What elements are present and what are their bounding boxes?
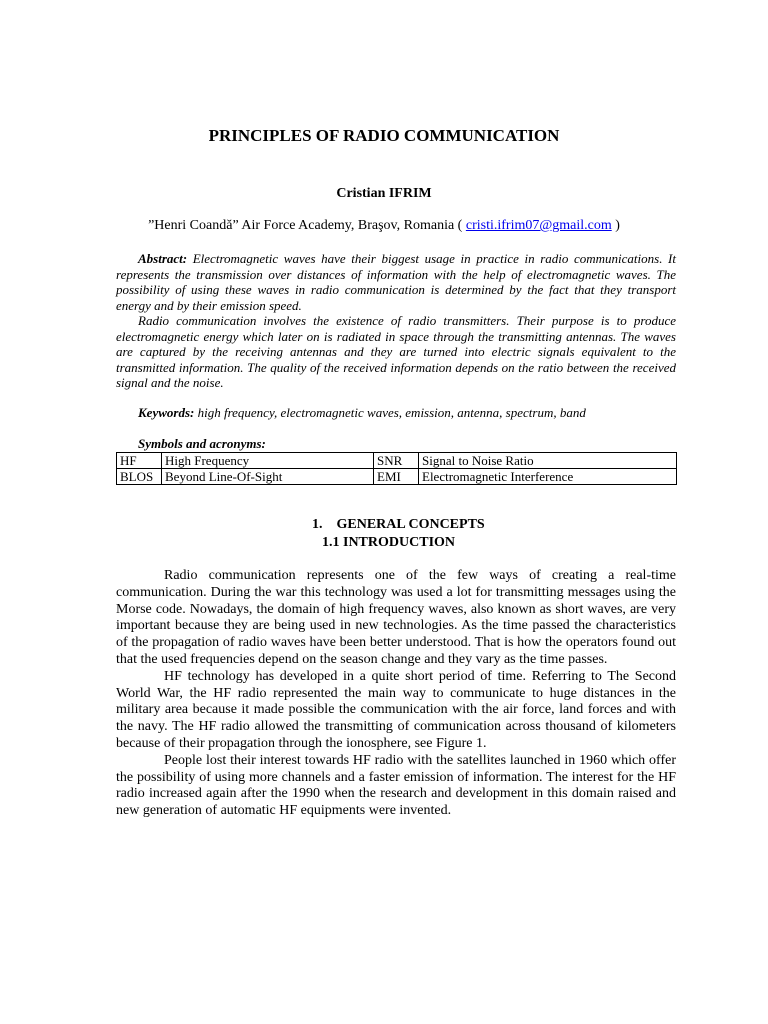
table-row — [117, 469, 677, 485]
affiliation-close: ) — [611, 218, 620, 233]
acronym-cell: BLOS — [117, 469, 162, 485]
affiliation-text: ”Henri Coandă” Air Force Academy, Braşov, Romania ( — [148, 218, 466, 233]
symbols-title: Symbols and acronyms: — [138, 436, 266, 451]
affiliation — [0, 218, 768, 234]
acronym-cell: EMI — [374, 469, 419, 485]
acronym-cell: SNR — [374, 453, 419, 469]
subsection-heading: 1.1 INTRODUCTION — [322, 535, 456, 550]
section-heading: 1. GENERAL CONCEPTS — [312, 517, 485, 532]
definition-cell: High Frequency — [162, 453, 374, 469]
definition-cell: Beyond Line-Of-Sight — [162, 469, 374, 485]
keywords — [116, 405, 676, 421]
body-paragraph-3: People lost their interest towards HF radio with the satellites launched in 1960 which offer the possibility of using more channels and a faster emission of information. The interest for the HF radio increased again after the 1990 when the research and development in this domain raised and new generation of automatic HF equipments were invented. — [116, 752, 676, 819]
definition-cell: Electromagnetic Interference — [419, 469, 677, 485]
paper-title: PRINCIPLES OF RADIO COMMUNICATION — [208, 126, 560, 145]
table-row — [117, 453, 677, 469]
abstract-label: Abstract: — [138, 251, 188, 266]
symbols-table — [116, 452, 677, 485]
author-email-link[interactable]: cristi.ifrim07@gmail.com — [465, 218, 612, 233]
acronym-cell: HF — [117, 453, 162, 469]
body-paragraph-2: HF technology has developed in a quite short period of time. Referring to The Second World War, the HF radio represented the main way to communicate to huge distances in the military area because it made possible the communication with the air force, land forces and with the navy. The HF radio allowed the transmitting of communication across thousand of kilometers because of their propagation through the ionosphere, see Figure 1. — [116, 668, 676, 751]
abstract — [116, 251, 676, 391]
author-name: Cristian IFRIM — [336, 186, 432, 201]
definition-cell: Signal to Noise Ratio — [419, 453, 677, 469]
keywords-text: high frequency, electromagnetic waves, emission, antenna, spectrum, band — [194, 405, 586, 420]
abstract-paragraph-2: Radio communication involves the existence of radio transmitters. Their purpose is to produce electromagnetic energy which later on is radiated in space through the transmitting antennas. The waves are captured by the receiving antennas and they are turned into electric signals equivalent to the transmitted information. The quality of the received information depends on the ratio between the received signal and the noise. — [116, 313, 676, 390]
abstract-text-1: Electromagnetic waves have their biggest usage in practice in radio communications. It represents the transmission over distances of information with the help of electromagnetic waves. The possibility of using these waves in radio communication is determined by the fact that they transport energy and by their emission speed. — [116, 251, 676, 313]
abstract-paragraph-1 — [116, 251, 676, 313]
keywords-label: Keywords: — [138, 405, 195, 420]
body-paragraph-1: Radio communication represents one of the few ways of creating a real-time communication. During the war this technology was used a lot for transmitting messages using the Morse code. Nowadays, the domain of high frequency waves, also known as short waves, are very important because they are being used in new technologies. As the time passed the characteristics of the propagation of radio waves have been better understood. That is how the operators found out that the used frequencies depend on the season change and they vary as the time passes. — [116, 568, 676, 667]
body-text — [116, 568, 676, 820]
